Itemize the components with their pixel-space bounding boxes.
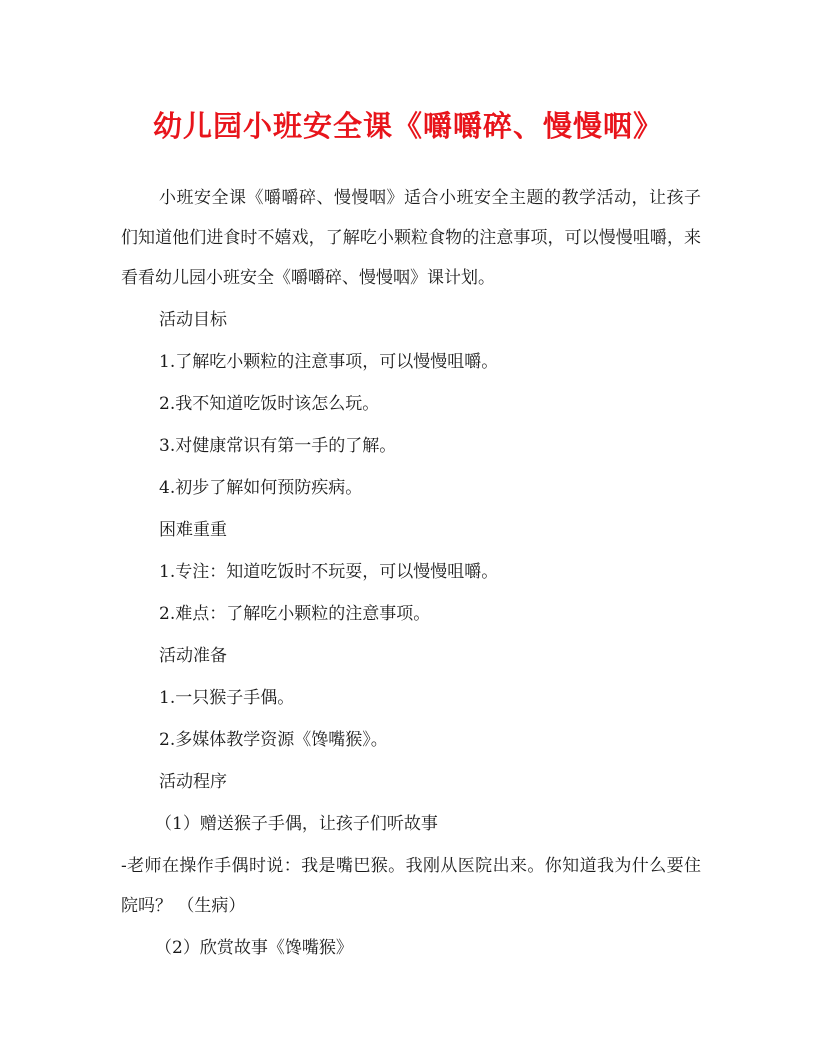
goals-heading: 活动目标 [159, 310, 227, 330]
difficulty-item-2: 2.难点：了解吃小颗粒的注意事项。 [159, 604, 431, 624]
difficulty-item-1: 1.专注：知道吃饭时不玩耍，可以慢慢咀嚼。 [159, 562, 499, 582]
document-body [121, 178, 701, 970]
goal-item-4: 4.初步了解如何预防疾病。 [159, 478, 363, 498]
preparation-heading: 活动准备 [159, 646, 227, 666]
procedure-step-1: （1）赠送猴子手偶，让孩子们听故事 [155, 814, 438, 834]
preparation-item-1: 1.一只猴子手偶。 [159, 688, 295, 708]
goal-item-3: 3.对健康常识有第一手的了解。 [159, 436, 397, 456]
document-title: 幼儿园小班安全课《嚼嚼碎、慢慢咽》 [152, 109, 663, 143]
preparation-item-2: 2.多媒体教学资源《馋嘴猴》。 [159, 730, 388, 750]
intro-paragraph: 小班安全课《嚼嚼碎、慢慢咽》适合小班安全主题的教学活动，让孩子们知道他们进食时不嬉戏，了解吃小颗粒食物的注意事项，可以慢慢咀嚼，来看看幼儿园小班安全《嚼嚼碎、慢慢咽》课计划。 [121, 188, 701, 288]
procedure-heading: 活动程序 [159, 772, 227, 792]
goal-item-1: 1.了解吃小颗粒的注意事项，可以慢慢咀嚼。 [159, 352, 499, 372]
goal-item-2: 2.我不知道吃饭时该怎么玩。 [159, 394, 380, 414]
difficulties-heading: 困难重重 [159, 520, 227, 540]
procedure-step-2: （2）欣赏故事《馋嘴猴》 [155, 938, 353, 958]
procedure-dialogue: -老师在操作手偶时说：我是嘴巴猴。我刚从医院出来。你知道我为什么要住院吗？ （生病） [121, 856, 701, 916]
